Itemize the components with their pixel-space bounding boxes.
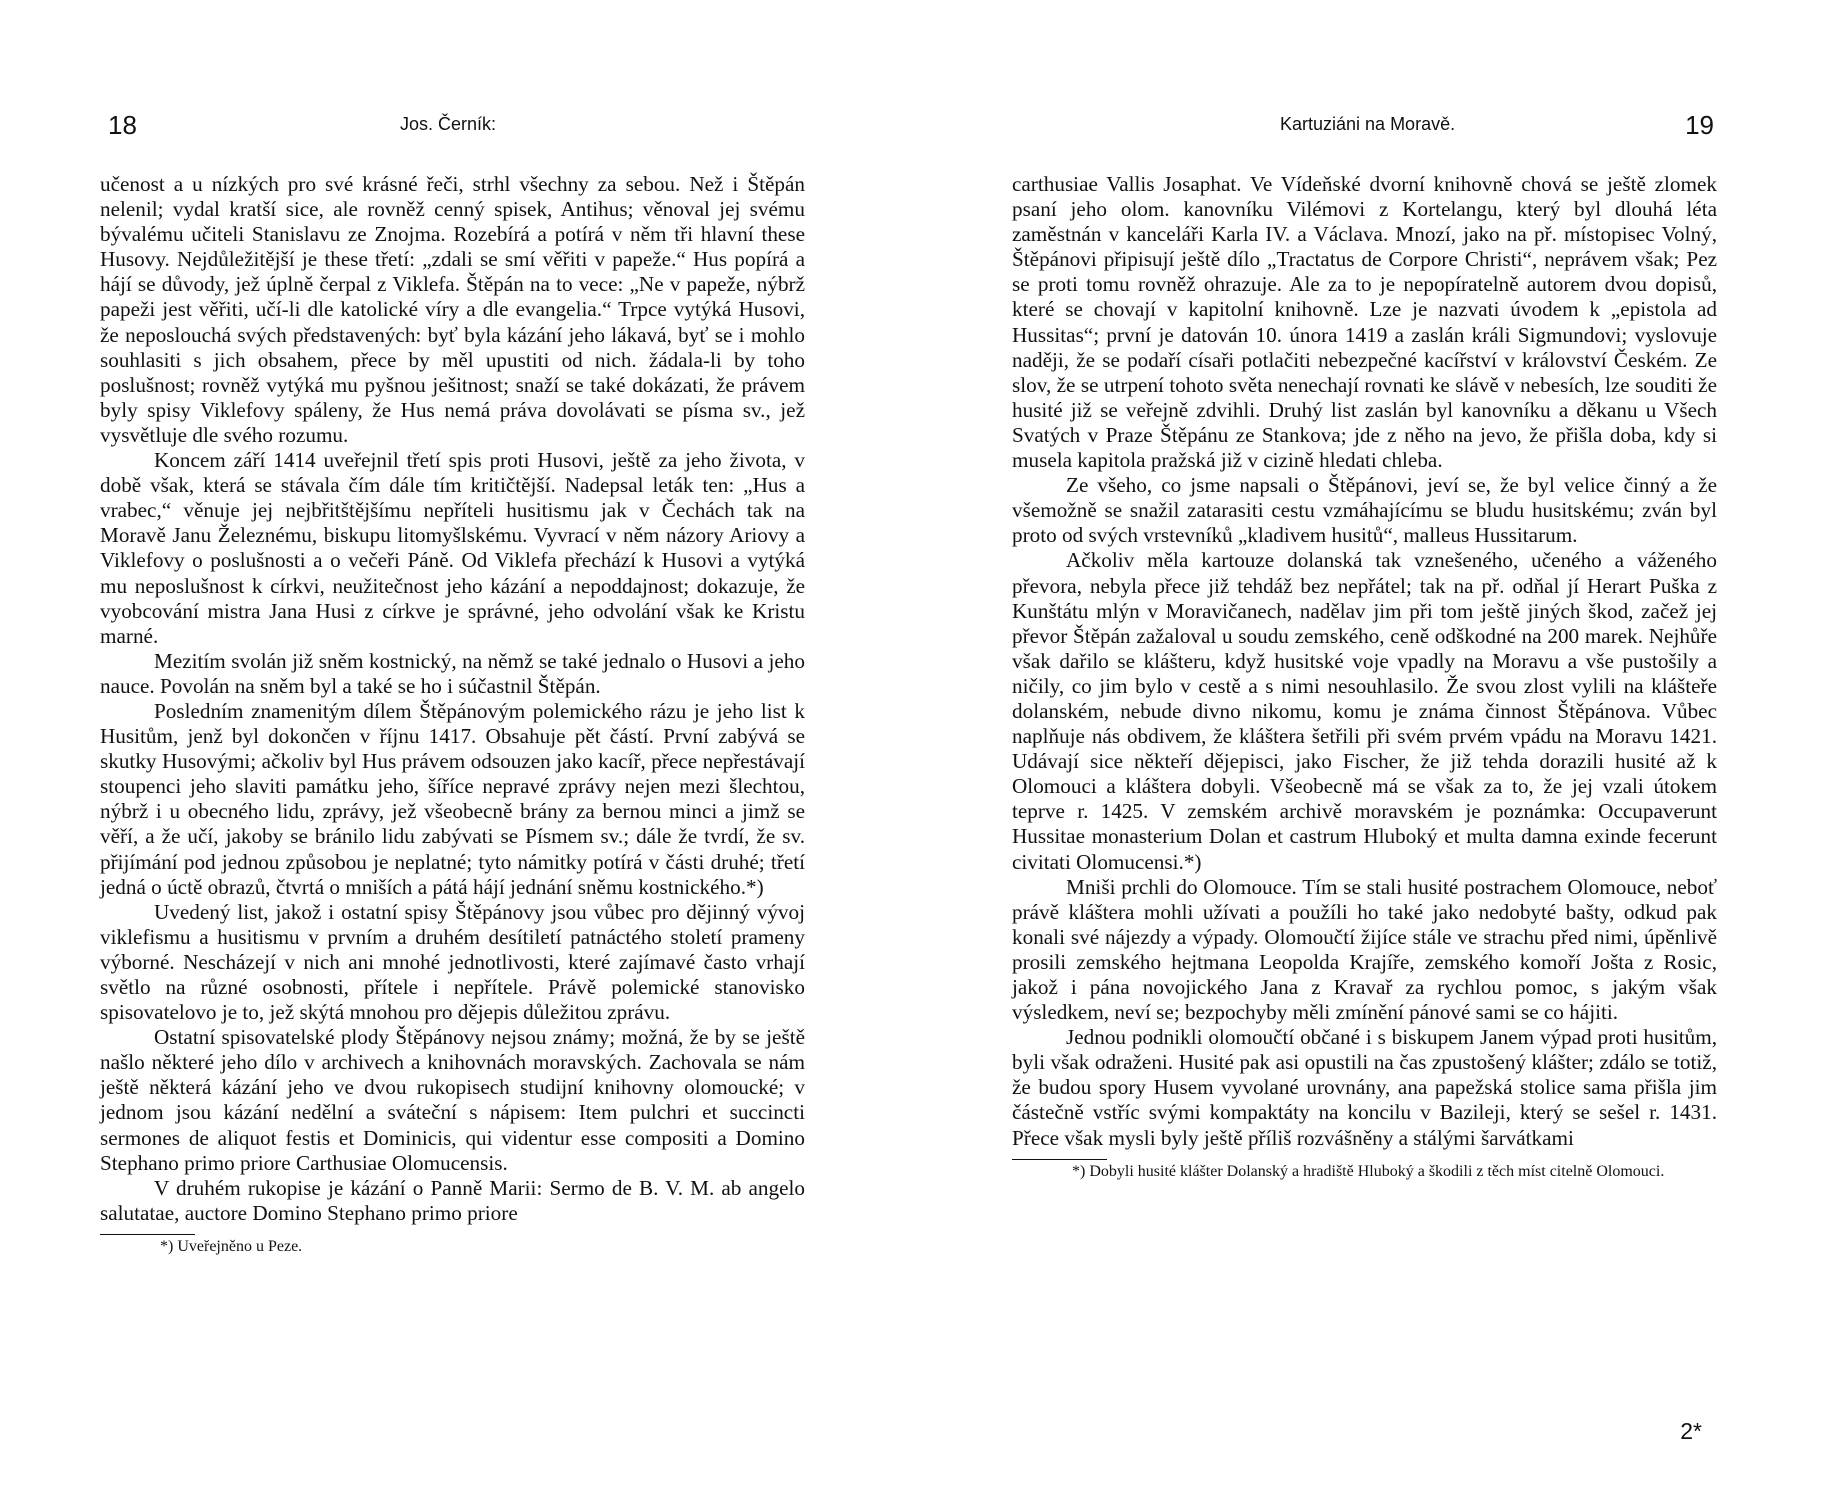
page-number-right: 19 — [1685, 110, 1714, 140]
page-number-left: 18 — [108, 110, 137, 140]
signature-mark: 2* — [1680, 1418, 1702, 1444]
paragraph: carthusiae Vallis Josaphat. Ve Vídeňské dvorní knihovně chová se ještě zlomek psaní jeho olom. kanovníku Vilémovi z Kortelangu, který byl dlouhá léta zaměstnán v kanceláři Karla IV. a Václava. Mnozí, jako na př. místopisec Volný, Štěpánovi připisují ještě dílo „Tractatus de Corpore Christi“, neprávem však; Pez se proti tomu rovněž ohrazuje. Ale za to je nepopíratelně autorem dvou dopisů, které se chovají v kapitolní knihovně. Lze je nazvati úvodem k „epistola ad Hussitas“; první je datován 10. února 1419 a zaslán králi Sigmundovi; vyslovuje naději, že se podaří císaři potlačiti nebezpečné kacířství v království Českém. Ze slov, že se utrpení tohoto světa nenechají rovnati ke slávě v nebesích, lze souditi že husité již se veřejně zdvihli. Druhý list zaslán byl kanovníku a děkanu u Všech Svatých v Praze Štěpánu ze Stankova; jde z něho na jevo, že přišla doba, kdy si musela kapitola pražská již v cizině hledati chleba. — [1012, 172, 1717, 473]
paragraph: Ostatní spisovatelské plody Štěpánovy nejsou známy; možná, že by se ještě našlo některé jeho dílo v archivech a knihovnách moravských. Zachovala se nám ještě některá kázání jeho ve dvou rukopisech studijní knihovny olomoucké; v jednom jsou kázání nedělní a sváteční s nápisem: Item pulchri et succincti sermones de aliquot festis et Dominicis, qui videntur esse compositi a Domino Stephano primo priore Carthusiae Olomucensis. — [100, 1025, 805, 1175]
paragraph: Uvedený list, jakož i ostatní spisy Štěpánovy jsou vůbec pro dějinný vývoj viklefismu a husitismu v prvním a druhém desítiletí patnáctého století prameny výborné. Nescházejí v nich ani mnohé jednotlivosti, které zajímavé často vrhají světlo na různé osobnosti, přítele i nepřítele. Právě polemické stanovisko spisovatelovo je to, jež skýtá mnohou pro dějepis důležitou zprávu. — [100, 899, 805, 1025]
footnote-left: *) Uveřejněno u Peze. — [160, 1237, 303, 1255]
right-page — [1012, 100, 1722, 1460]
running-head-title: Kartuziáni na Moravě. — [1280, 114, 1456, 134]
paragraph: Ze všeho, co jsme napsali o Štěpánovi, jeví se, že byl velice činný a že všemožně se snažil zatarasiti cestu vzmáhajícímu se bludu husitskému; zván byl proto od svých vrstevníků „kladivem husitů“, malleus Hussitarum. — [1012, 473, 1717, 548]
paragraph: Mniši prchli do Olomouce. Tím se stali husité postrachem Olomouce, neboť právě kláštera mohli užívati a použíli ho také jako nedobyté bašty, odkud pak konali své nájezdy a výpady. Olomoučtí žijíce stále ve strachu před nimi, úpěnlivě prosili zemského hejtmana Leopolda Krajíře, zemského komoří Jošta z Rosic, jakož i pána novojického Jana z Kravař za rychlou pomoc, s jakým však výsledkem, neví se; bezpochyby měli zmínění pánové sami se co hájiti. — [1012, 874, 1717, 1025]
paragraph: Koncem září 1414 uveřejnil třetí spis proti Husovi, ještě za jeho života, v době však, která se stávala čím dále tím kritičtější. Nadepsal leták ten: „Hus a vrabec,“ věnuje jej nejbřitštějšímu nepříteli husitismu jak v Čechách tak na Moravě Janu Železnému, biskupu litomyšlskému. Vyvrací v něm názory Ariovy a Viklefovy o poslušnosti a o večeři Páně. Od Viklefa přechází k Husovi a vytýká mu neposlušnost k církvi, neužitečnost jeho kázání a nepoddajnost; dokazuje, že vyobcování mistra Jana Husi z církve je správné, jeho odvolání však ke Kristu marné. — [100, 448, 805, 648]
paragraph: Posledním znamenitým dílem Štěpánovým polemického rázu je jeho list k Husitům, jenž byl dokončen v říjnu 1417. Obsahuje pět částí. První zabývá se skutky Husovými; ačkoliv byl Hus právem odsouzen jako kacíř, přece nepřestávají stoupenci jeho slaviti památku jeho, šíříce nepravé zprávy nejen mezi šlechtou, nýbrž i u obecného lidu, zprávy, jež všeobecně brány za bernou minci a jimž se věří, a že učí, jakoby se bránilo lidu zabývati se Písmem sv.; dále že tvrdí, že sv. přijímání pod jednou způsobou je neplatné; tyto námitky potírá v části druhé; třetí jedná o úctě obrazů, čtvrtá o mniších a pátá hájí jednání sněmu kostnického.*) — [100, 698, 805, 899]
paragraph: Ačkoliv měla kartouze dolanská tak vznešeného, učeného a váženého převora, nebyla přece již tehdáž bez nepřátel; tak na př. odňal jí Herart Puška z Kunštátu mlýn v Moravičanech, nadělav jim při tom ještě jiných škod, začež jej převor Štěpán zažaloval u soudu zemského, ceně odškodné na 200 marek. Nejhůře však dařilo se klášteru, když husitské voje vpadly na Moravu a vše pustošily a ničily, co jim bylo v cestě a s nimi nesouhlasilo. Že svou zlost vylili na klášteře dolanském, nebude divno nikomu, komu je známa činnost Štěpánova. Vůbec naplňuje nás obdivem, že kláštera šetřili při svém prvém vpádu na Moravu 1421. Udávají sice někteří dějepisci, jako Fischer, že již tehda dorazili husité až k Olomouci a kláštera dobyli. Všeobecně má se však za to, že jej vzali útokem teprve r. 1425. V zemském archivě moravském je poznámka: Occupaverunt Hussitae monasterium Dolan et castrum Hluboký et multa damna exinde fecerunt civitati Olomucensi.*) — [1012, 548, 1717, 874]
footnote-right: *) Dobyli husité klášter Dolanský a hradiště Hluboký a škodili z těch míst citelně Olomouci. — [1072, 1162, 1665, 1180]
footnote-rule — [1012, 1159, 1107, 1160]
body-text-left — [100, 172, 805, 1226]
paragraph: Mezitím svolán již sněm kostnický, na němž se také jednalo o Husovi a jeho nauce. Povolán na sněm byl a také se ho i súčastnil Štěpán. — [100, 648, 805, 698]
left-page — [100, 100, 810, 1460]
paragraph: V druhém rukopise je kázání o Panně Marii: Sermo de B. V. M. ab angelo salutatae, auctore Domino Stephano primo priore — [100, 1175, 805, 1225]
paragraph: Jednou podnikli olomoučtí občané i s biskupem Janem výpad proti husitům, byli však odraženi. Husité pak asi opustili na čas zpustošený klášter; zdálo se totiž, že budou spory Husem vyvolané urovnány, ana papežská stolice sama přišla jim částečně vstříc svými kompaktáty na koncilu v Bazileji, který se sešel r. 1431. Přece však mysli byly ještě příliš rozvášněny a stálými šarvátkami — [1012, 1025, 1717, 1150]
running-head-author: Jos. Černík: — [400, 114, 497, 134]
footnote-rule — [100, 1234, 195, 1235]
running-head-left — [100, 100, 810, 140]
body-text-right — [1012, 172, 1717, 1151]
paragraph: učenost a u nízkých pro své krásné řeči, strhl všechny za sebou. Než i Štěpán nelenil; vydal kratší sice, ale rovněž cenný spisek, Antihus; věnoval jej svému bývalému učiteli Stanislavu ze Znojma. Rozebírá a potírá v něm tři hlavní these Husovy. Nejdůležitější je these třetí: „zdali se smí věřiti v papeže.“ Hus popírá a hájí se důvody, jež úplně čerpal z Viklefa. Štěpán na to vece: „Ne v papeže, nýbrž papeži jest věřiti, učí-li dle katolické víry a dle evangelia.“ Trpce vytýká Husovi, že neposlouchá svých představených: byť byla kázání jeho lákavá, byť se i mohlo souhlasiti s jich obsahem, přece by měl upustiti od nich. žádala-li by toho poslušnost; rovněž vytýká mu pyšnou ješitnost; snaží se také dokázati, že právem byly spisy Viklefovy spáleny, že Hus nemá práva dovolávati se písma sv., jež vysvětluje dle svého rozumu. — [100, 172, 805, 447]
running-head-right — [1012, 100, 1722, 140]
